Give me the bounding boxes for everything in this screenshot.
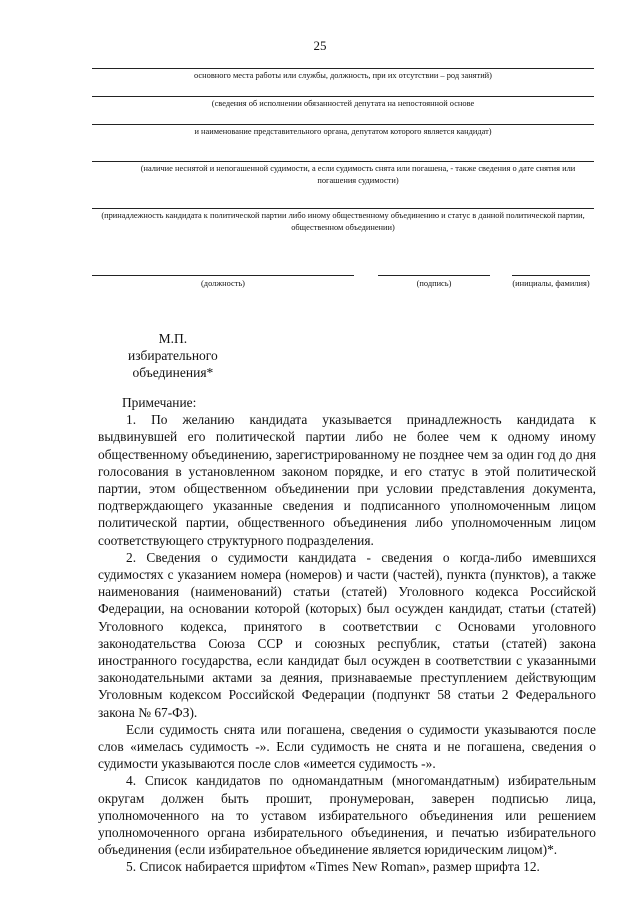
stamp-mp: М.П.: [158, 331, 188, 346]
note-item-5: 5. Список набирается шрифтом «Times New Roman», размер шрифта 12.: [126, 859, 540, 875]
note-item-4: 4. Список кандидатов по одномандатным (многомандатным) избирательным округам должен быть прошит, пронумерован, заверен подписью лица, уполномоченного на то уставом избирательного объединения или решением уполномоченного органа избирательного объединения, и печатью избирательного объединения (если избирательное объединение является юридическим лицом)*.: [98, 773, 596, 858]
notes-heading: Примечание:: [122, 395, 197, 410]
stamp-line-2: избирательного: [128, 348, 218, 363]
stamp-line-3: объединения*: [132, 365, 214, 380]
signature-sign-field: (подпись): [378, 275, 490, 290]
field-party-membership-caption: (принадлежность кандидата к политической партии либо иному общественному объединению и статус в данной политической партии, общественном объединении): [92, 208, 594, 234]
note-item-2-continued: Если судимость снята или погашена, сведения о судимости указываются после слов «имелась судимость -». Если судимость не снята и не погашена, сведения о судимости указываются после слов «имеется судимость -».: [98, 721, 596, 772]
field-workplace-caption: основного места работы или службы, должность, при их отсутствии – род занятий): [92, 68, 594, 82]
notes-section: [98, 394, 596, 876]
signature-name-field: (инициалы, фамилия): [512, 275, 590, 290]
field-deputy-caption: (сведения об исполнении обязанностей депутата на непостоянной основе: [92, 96, 594, 110]
stamp-block: [128, 330, 218, 381]
signature-position-field: (должность): [92, 275, 354, 290]
note-item-2: 2. Сведения о судимости кандидата - сведения о когда-либо имевшихся судимостях с указанием номера (номеров) и части (частей), пункта (пунктов), а также наименования (наименований) статьи (статей) Уголовного кодекса Российской Федерации, на основании которой (которых) был осужден кандидат, статьи (статей) Уголовного кодекса, принятого в соответствии с Основами уголовного законодательства Союза ССР и союзных республик, статьи (статей) закона иностранного государства, если кандидат был осужден в соответствии с указанными законодательными актами за деяния, признаваемые преступлением действующим Уголовным кодексом Российской Федерации (подпункт 58 статьи 2 Федерального закона № 67-ФЗ).: [98, 549, 596, 720]
field-conviction-caption: (наличие неснятой и непогашенной судимости, а если судимость снята или погашена, - также сведения о дате снятия или погашения судимости): [92, 161, 594, 187]
page-number: 25: [313, 38, 327, 53]
field-representative-body-caption: и наименование представительного органа, депутатом которого является кандидат): [92, 124, 594, 138]
note-item-1: 1. По желанию кандидата указывается принадлежность кандидата к выдвинувшей его политической партии либо не более чем к одному иному общественному объединению, зарегистрированному не позднее чем за один год до дня голосования в установленном законом порядке, и его статус в этой политической партии, этом общественном объединении при условии представления документа, подтверждающего указанные сведения и подписанного уполномоченным лицом политической партии, общественного объединения либо уполномоченным лицом соответствующего структурного подразделения.: [98, 412, 596, 548]
